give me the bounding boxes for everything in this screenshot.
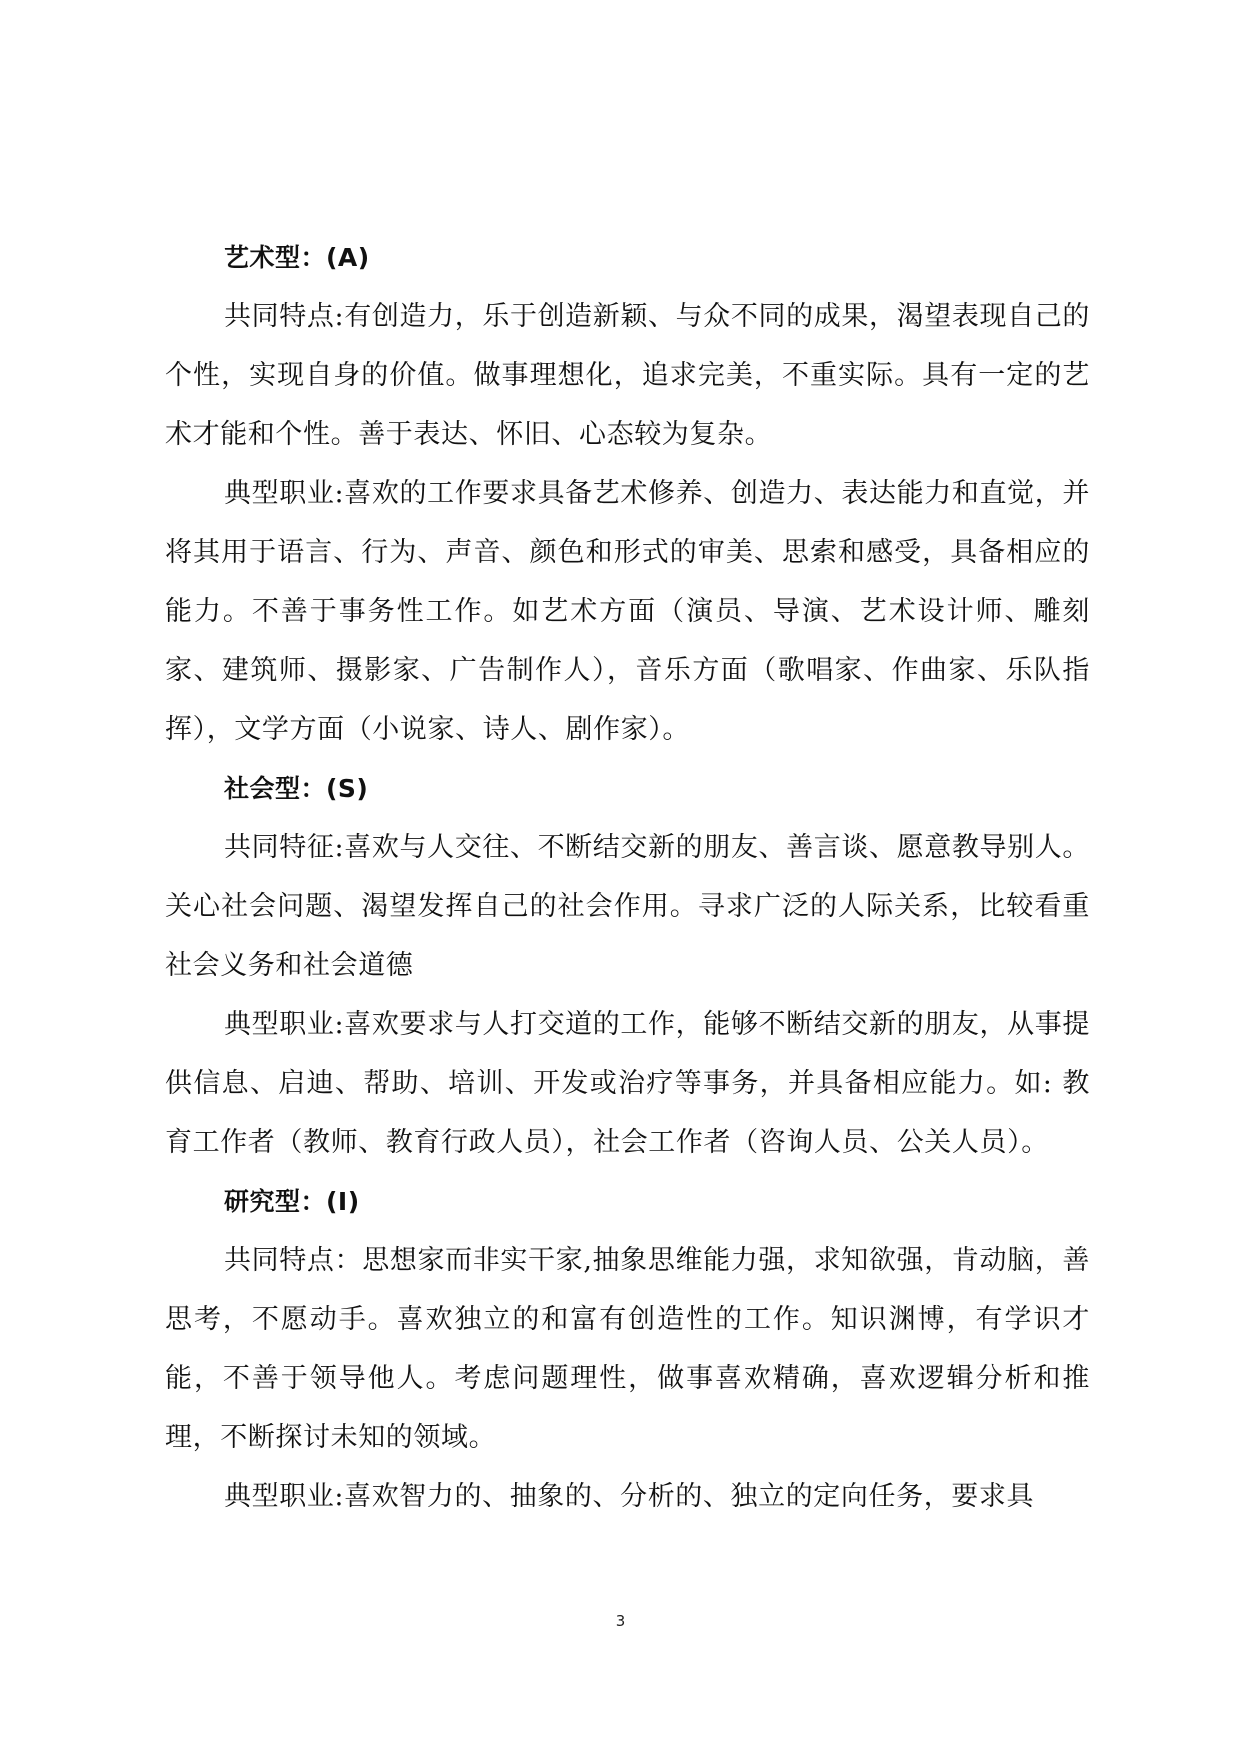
traits-label: 共同特征: (224, 832, 345, 863)
page-number: 3 (615, 1612, 626, 1630)
traits-text: 思想家而非实干家,抽象思维能力强，求知欲强，肯动脑，善思考，不愿动手。喜欢独立的和富有创造性的工作。知识渊博，有学识才能，不善于领导他人。考虑问题理性，做事喜欢精确，喜欢逻辑分析和推理，不断探讨未知的领域。 (165, 1245, 1091, 1453)
jobs-paragraph (165, 1467, 1090, 1526)
section-social (165, 759, 1090, 1172)
traits-label: 共同特点: (224, 301, 345, 332)
jobs-paragraph (165, 464, 1090, 759)
traits-paragraph (165, 1231, 1090, 1467)
jobs-paragraph (165, 995, 1090, 1172)
traits-text: 有创造力，乐于创造新颖、与众不同的成果，渴望表现自己的个性，实现自身的价值。做事理想化，追求完美，不重实际。具有一定的艺术才能和个性。善于表达、怀旧、心态较为复杂。 (165, 301, 1090, 450)
section-artistic (165, 228, 1090, 759)
page-body (165, 228, 1090, 1526)
traits-label: 共同特点： (224, 1245, 363, 1276)
section-heading: 艺术型：(A) (224, 243, 370, 272)
jobs-label: 典型职业: (224, 478, 345, 509)
traits-paragraph (165, 287, 1090, 464)
section-heading: 社会型：(S) (224, 774, 369, 803)
jobs-text: 喜欢智力的、抽象的、分析的、独立的定向任务，要求具 (344, 1481, 1035, 1512)
jobs-text: 喜欢要求与人打交道的工作，能够不断结交新的朋友，从事提供信息、启迪、帮助、培训、开发或治疗等事务，并具备相应能力。如: 教育工作者（教师、教育行政人员），社会工作者（咨询人员、公关人员）。 (165, 1009, 1090, 1158)
jobs-text: 喜欢的工作要求具备艺术修养、创造力、表达能力和直觉，并将其用于语言、行为、声音、颜色和形式的审美、思索和感受，具备相应的能力。不善于事务性工作。如艺术方面（演员、导演、艺术设计师、雕刻家、建筑师、摄影家、广告制作人），音乐方面（歌唱家、作曲家、乐队指挥），文学方面（小说家、诗人、剧作家）。 (165, 478, 1090, 745)
traits-text: 喜欢与人交往、不断结交新的朋友、善言谈、愿意教导别人。关心社会问题、渴望发挥自己的社会作用。寻求广泛的人际关系，比较看重社会义务和社会道德 (165, 832, 1090, 981)
jobs-label: 典型职业: (224, 1009, 345, 1040)
jobs-label: 典型职业: (224, 1481, 345, 1512)
traits-paragraph (165, 818, 1090, 995)
section-heading: 研究型：(I) (224, 1187, 360, 1216)
section-investigative (165, 1172, 1090, 1526)
